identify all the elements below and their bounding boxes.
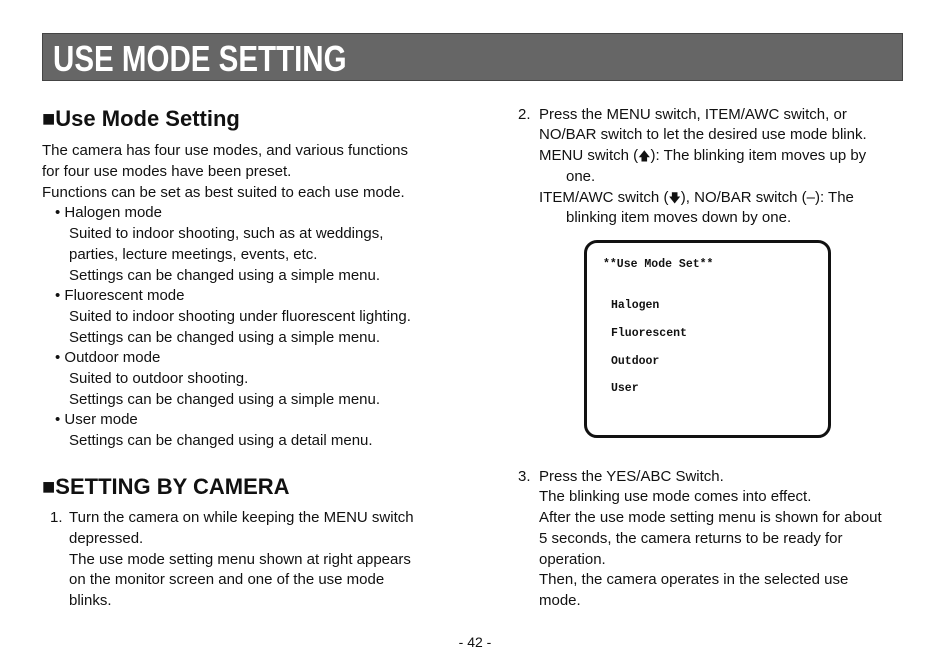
step-text: ), NO/BAR switch (–): The <box>680 189 854 206</box>
step-number: 3. <box>518 468 531 485</box>
mode-name: • Fluorescent mode <box>55 287 185 304</box>
step-line: depressed. <box>69 530 144 547</box>
step-line: mode. <box>539 592 581 609</box>
mode-desc: Suited to outdoor shooting. <box>69 370 249 387</box>
intro-line: Functions can be set as best suited to each use mode. <box>42 184 405 201</box>
mode-desc: Settings can be changed using a detail menu. <box>69 432 373 449</box>
step-line: NO/BAR switch to let the desired use mode blink. <box>539 126 867 143</box>
mode-name: • User mode <box>55 411 138 428</box>
mode-name: • Halogen mode <box>55 204 162 221</box>
osd-title: **Use Mode Set** <box>603 258 714 271</box>
step-line: The use mode setting menu shown at right appears <box>69 551 411 568</box>
step-line: Then, the camera operates in the selected use <box>539 571 849 588</box>
step-line: Turn the camera on while keeping the MENU switch <box>69 509 414 526</box>
page-number: - 42 - <box>458 634 492 648</box>
osd-item: Outdoor <box>611 355 660 368</box>
step-line: 5 seconds, the camera returns to be ready for <box>539 530 843 547</box>
osd-item: User <box>611 382 639 395</box>
step-line: on the monitor screen and one of the use mode <box>69 571 385 588</box>
step-line: After the use mode setting menu is shown for about <box>539 509 882 526</box>
step-number: 1. <box>50 509 63 526</box>
arrow-up-icon: 🡅 <box>638 149 651 163</box>
step-text: ITEM/AWC switch ( <box>539 189 669 206</box>
step-line: Press the MENU switch, ITEM/AWC switch, or <box>539 106 847 123</box>
arrow-down-icon: 🡇 <box>668 191 681 205</box>
section-heading-setting-by-camera: ■SETTING BY CAMERA <box>42 474 290 499</box>
mode-desc: Settings can be changed using a simple menu. <box>69 329 381 346</box>
step-line: blinks. <box>69 592 112 609</box>
osd-item: Halogen <box>611 299 660 312</box>
intro-line: The camera has four use modes, and various functions <box>42 142 409 159</box>
mode-desc: Settings can be changed using a simple menu. <box>69 267 381 284</box>
page-title: USE MODE SETTING <box>53 38 347 79</box>
mode-desc: Settings can be changed using a simple menu. <box>69 391 381 408</box>
title-bar <box>42 33 903 81</box>
step-line: blinking item moves down by one. <box>566 209 792 226</box>
section-heading-use-mode: ■Use Mode Setting <box>42 106 240 131</box>
osd-item: Fluorescent <box>611 327 687 340</box>
step-line <box>539 146 866 166</box>
step-line <box>539 188 854 208</box>
mode-desc: parties, lecture meetings, events, etc. <box>69 246 318 263</box>
mode-desc: Suited to indoor shooting, such as at weddings, <box>69 225 384 242</box>
mode-desc: Suited to indoor shooting under fluorescent lighting. <box>69 308 411 325</box>
step-text: ): The blinking item moves up by <box>650 147 867 164</box>
step-line: one. <box>566 168 596 185</box>
step-line: operation. <box>539 551 606 568</box>
step-line: The blinking use mode comes into effect. <box>539 488 812 505</box>
intro-line: for four use modes have been preset. <box>42 163 292 180</box>
step-line: Press the YES/ABC Switch. <box>539 468 724 485</box>
step-number: 2. <box>518 106 531 123</box>
mode-name: • Outdoor mode <box>55 349 161 366</box>
step-text: MENU switch ( <box>539 147 639 164</box>
